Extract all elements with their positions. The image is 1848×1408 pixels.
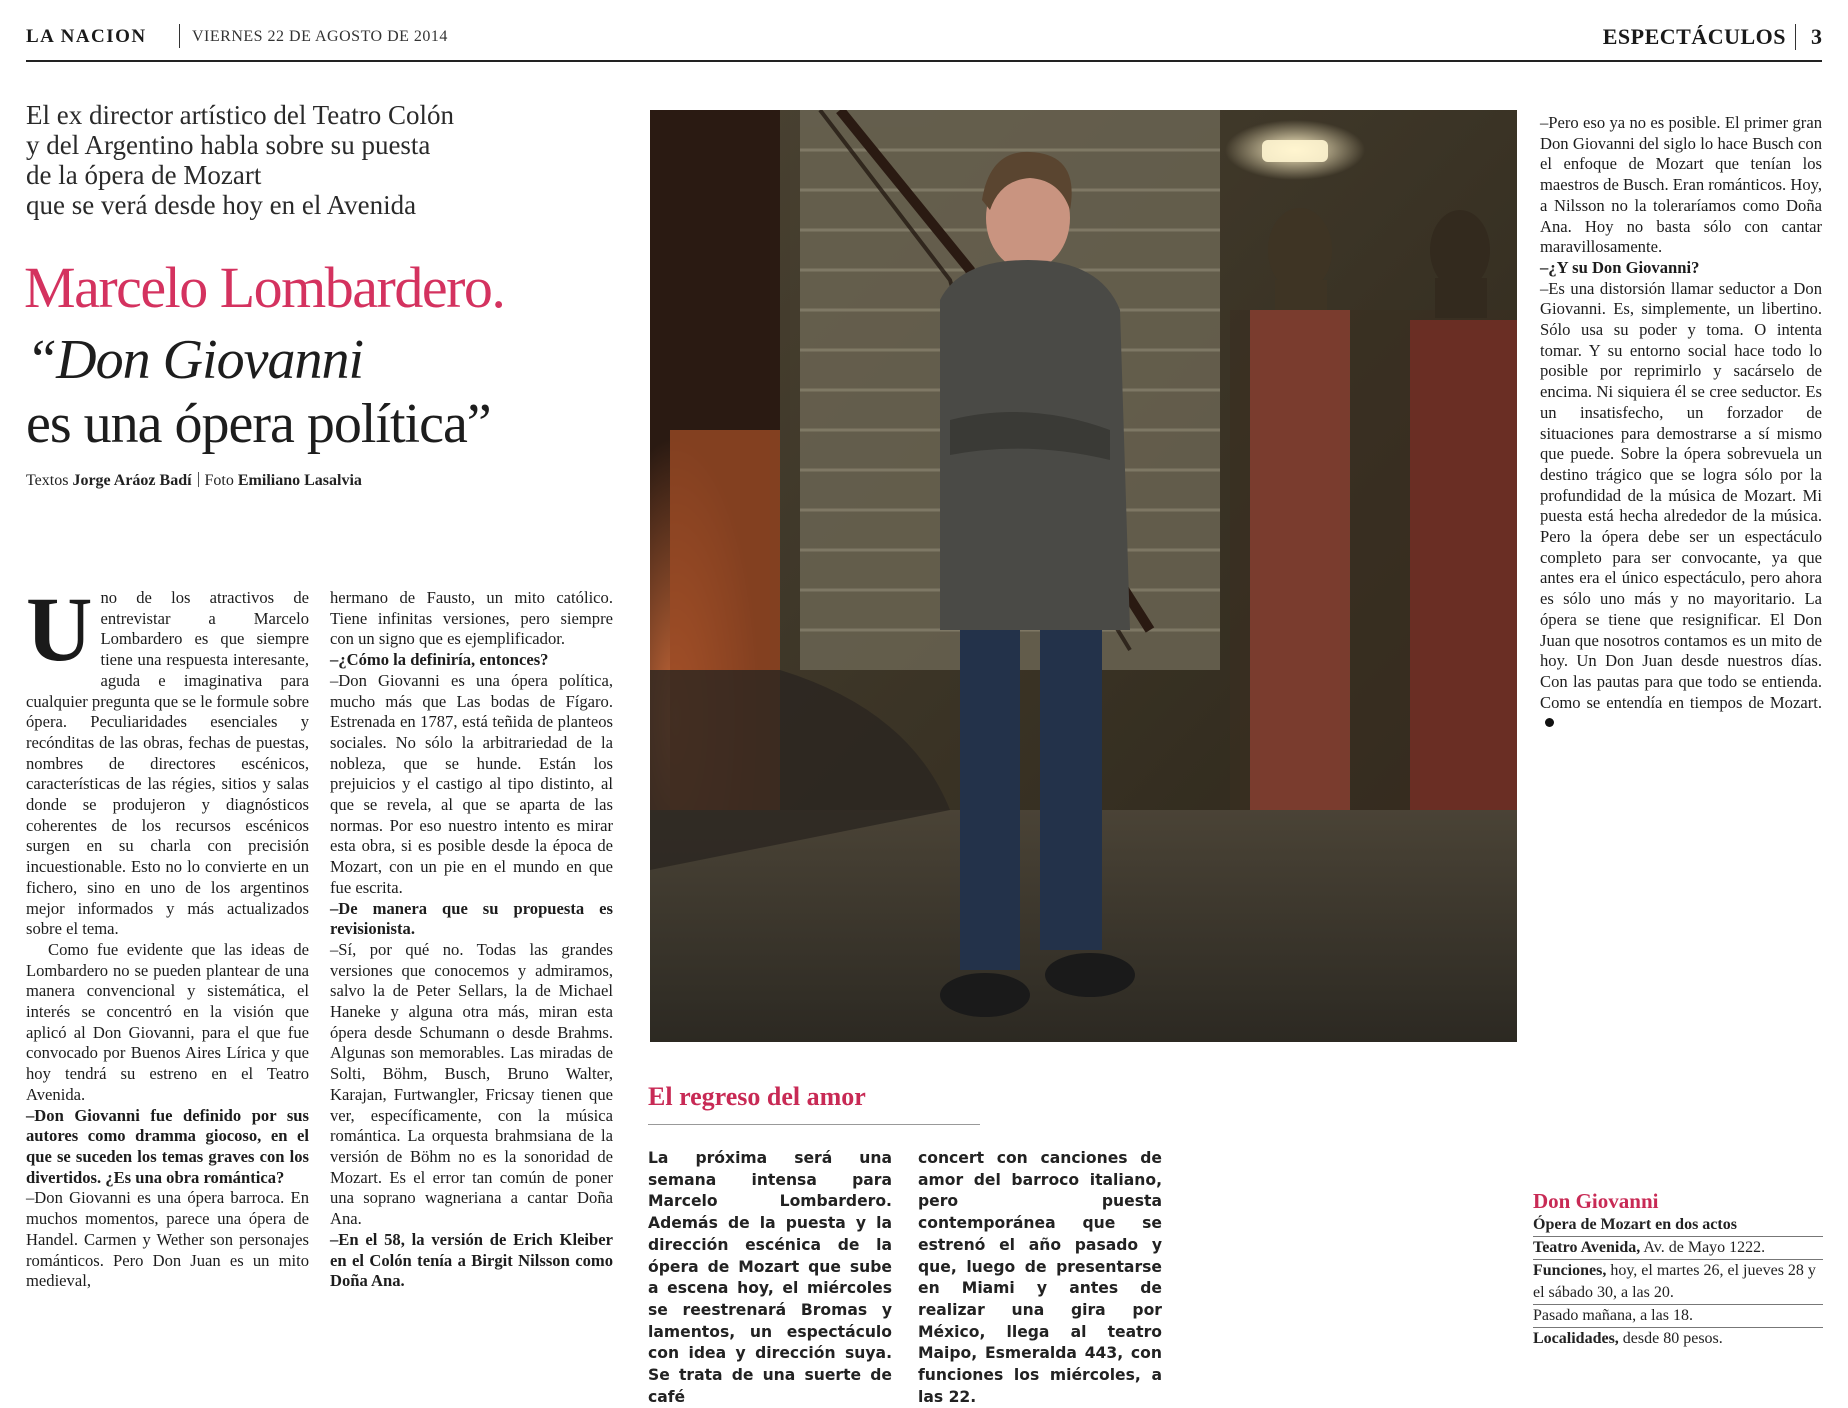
info-box bbox=[1533, 1190, 1823, 1350]
article-column-1 bbox=[26, 578, 309, 1292]
kicker bbox=[26, 100, 636, 220]
section-name: ESPECTÁCULOS bbox=[1602, 24, 1786, 49]
answer-text: –Es una distorsión llamar seductor a Don Giovanni. Es, simplemente, un libertino. Sólo usa su poder y toma. O intenta tomar. Y su entorno social hace todo lo posible por reprimirlo y sacárselo de encima. Ni siquiera él se cree seductor. Es un insatisfecho, un forzador de situaciones para demostrarse a sí mismo que puede. Sobre la ópera sobrevuela un destino trágico que se logra sólo por la profundidad de la música de Mozart. Mi puesta está hecha alrededor de la música. Pero la ópera debe ser un espectáculo completo para ser convocante, ya que antes era el único espectáculo, pero ahora es sólo uno más y no mayoritario. La ópera se tiene que resignificar. El Don Juan que nosotros contamos es un mito de hoy. Un Don Juan desde nuestros días. Con las pautas para que todo se entienda. Como se entendía en tiempos de Mozart. bbox=[1540, 278, 1822, 712]
info-value: Av. de Mayo 1222. bbox=[1643, 1239, 1766, 1256]
sidebar-column-2: concert con canciones de amor del barroco italiano, pero puesta contemporánea que se estrenó el año pasado y que, luego de presentarse en Miami y antes de realizar una gira por México, llega al teatro Maipo, Esmeralda 443, con funciones los miércoles, a las 22. bbox=[918, 1149, 1162, 1406]
info-label: Funciones, bbox=[1533, 1262, 1607, 1279]
info-row bbox=[1533, 1237, 1823, 1260]
article-paragraph: Como fue evidente que las ideas de Lombardero no se pueden plantear de una manera convencional y sistemática, el interés se concentró en la visión que aplicó al Don Giovanni, para el que fue convocado por Buenos Aires Lírica y que hoy tendrá su estreno en el Teatro Avenida. bbox=[26, 939, 309, 1104]
info-value: desde 80 pesos. bbox=[1622, 1330, 1723, 1347]
article-column-2 bbox=[330, 588, 613, 1292]
interview-answer: –Pero eso ya no es posible. El primer gran Don Giovanni del siglo lo hace Busch con el enfoque de Mozart que tenían los maestros de Busch. Eran románticos. Hoy, a Nilsson no la toleraríamos como Doña Ana. Hoy no basta sólo con cantar maravillosamente. bbox=[1540, 113, 1822, 257]
author-name: Jorge Aráoz Badí bbox=[72, 472, 192, 489]
headline-name: Marcelo Lombardero. bbox=[24, 255, 505, 320]
kicker-line: que se verá desde hoy en el Avenida bbox=[26, 190, 417, 220]
info-subtitle: Ópera de Mozart en dos actos bbox=[1533, 1216, 1737, 1233]
byline-divider bbox=[198, 472, 199, 487]
info-label: Teatro Avenida, bbox=[1533, 1239, 1641, 1256]
photographer-name: Emiliano Lasalvia bbox=[237, 472, 362, 489]
info-label: Localidades, bbox=[1533, 1330, 1619, 1347]
sidebar-rule bbox=[648, 1124, 980, 1125]
article-column-3 bbox=[1540, 113, 1822, 734]
header-rule bbox=[26, 60, 1822, 62]
portrait-photo bbox=[650, 110, 1517, 1042]
issue-date: VIERNES 22 DE AGOSTO DE 2014 bbox=[192, 28, 448, 45]
interview-answer bbox=[1540, 279, 1822, 734]
photo-illustration bbox=[650, 110, 1517, 1042]
interview-question: –Don Giovanni fue definido por sus autores como dramma giocoso, en el que se suceden los temas graves con los divertidos. ¿Es una obra romántica? bbox=[26, 1105, 309, 1187]
info-value: Pasado mañana, a las 18. bbox=[1533, 1307, 1693, 1324]
paragraph-text: no de los atractivos de entrevistar a Marcelo Lombardero es que siempre tiene una respuesta interesante, aguda e imaginativa para cualquier pregunta que se le formule sobre ópera. Peculiaridades esenciales y recónditas de las obras, fechas de puestas, nombres de directores escénicos, características de las régies, sitios y salas donde se produjeron y diagnósticos coherentes de los recursos escénicos surgen en su charla con precisión incuestionable. Esto no lo convierte en un fichero, sino en uno de los argentinos mejor informados y más actualizados sobre el tema. bbox=[26, 588, 309, 939]
newspaper-name: LA NACION bbox=[26, 26, 147, 47]
interview-answer: hermano de Fausto, un mito católico. Tiene infinitas versiones, pero siempre con un signo que es ejemplificador. bbox=[330, 588, 613, 649]
header-divider bbox=[179, 24, 180, 48]
page-number: 3 bbox=[1811, 24, 1822, 49]
byline-label: Foto bbox=[204, 472, 234, 489]
interview-question: –¿Cómo la definiría, entonces? bbox=[330, 650, 549, 670]
end-mark-icon bbox=[1545, 718, 1554, 727]
interview-question: –De manera que su propuesta es revisionista. bbox=[330, 898, 613, 939]
headline-quote bbox=[26, 328, 646, 456]
interview-answer: –Don Giovanni es una ópera barroca. En muchos momentos, parece una ópera de Handel. Carmen y Wether son personajes románticos. Pero Don Juan es un mito medieval, bbox=[26, 1188, 309, 1291]
page-header bbox=[26, 22, 1822, 54]
byline-label: Textos bbox=[26, 472, 69, 489]
sidebar-column-1: La próxima será una semana intensa para Marcelo Lombardero. Además de la puesta y la dirección escénica de la ópera de Mozart que sube a escena hoy, el miércoles se reestrenará Bromas y lamentos, un espectáculo con idea y dirección suya. Se trata de una suerte de café bbox=[648, 1149, 892, 1406]
info-row bbox=[1533, 1260, 1823, 1305]
interview-answer: –Don Giovanni es una ópera política, mucho más que Las bodas de Fígaro. Estrenada en 1787, está teñida de planteos sociales. No sólo la arbitrariedad de la nobleza, que se hunde. Están los prejuicios y el castigo al tipo distinto, al que se revela, al que se aparta de las normas. Por eso nuestro intento es mirar esta obra, si es posible desde la época de Mozart, con un pie en el mundo en que fue escrita. bbox=[330, 670, 613, 897]
kicker-line: de la ópera de Mozart bbox=[26, 160, 262, 190]
info-row bbox=[1533, 1305, 1823, 1328]
article-paragraph bbox=[26, 578, 309, 940]
kicker-line: y del Argentino habla sobre su puesta bbox=[26, 130, 431, 160]
interview-answer: –Sí, por qué no. Todas las grandes versiones que conocemos y admiramos, salvo la de Peter Sellars, la de Michael Haneke y alguna otra más, miran esta ópera desde Schumann o desde Brahms. Algunas son memorables. Las miradas de Solti, Böhm, Busch, Bruno Walter, Karajan, Furtwangler, Fricsay tienen que ver, específicamente, con la música romántica. La orquesta brahmsiana de la versión de Böhm no es la sonoridad de Mozart. Es el error tan común de poner una soprano wagneriana a cantar Doña Ana. bbox=[330, 939, 613, 1229]
interview-question: –¿Y su Don Giovanni? bbox=[1540, 257, 1700, 277]
info-value: hoy, el martes 26, el jueves 28 y el sábado 30, a las 20. bbox=[1533, 1262, 1816, 1301]
info-row bbox=[1533, 1328, 1823, 1350]
kicker-line: El ex director artístico del Teatro Colón bbox=[26, 100, 454, 130]
headline-quote-line: “Don Giovanni bbox=[26, 329, 363, 391]
headline-quote-line: es una ópera política” bbox=[26, 393, 491, 455]
info-title: Don Giovanni bbox=[1533, 1189, 1659, 1213]
interview-question: –En el 58, la versión de Erich Kleiber en el Colón tenía a Birgit Nilsson como Doña Ana. bbox=[330, 1229, 613, 1291]
header-divider bbox=[1795, 24, 1796, 50]
drop-cap: U bbox=[26, 578, 93, 680]
info-row bbox=[1533, 1214, 1823, 1237]
byline bbox=[26, 472, 362, 490]
sidebar-title: El regreso del amor bbox=[648, 1082, 866, 1111]
